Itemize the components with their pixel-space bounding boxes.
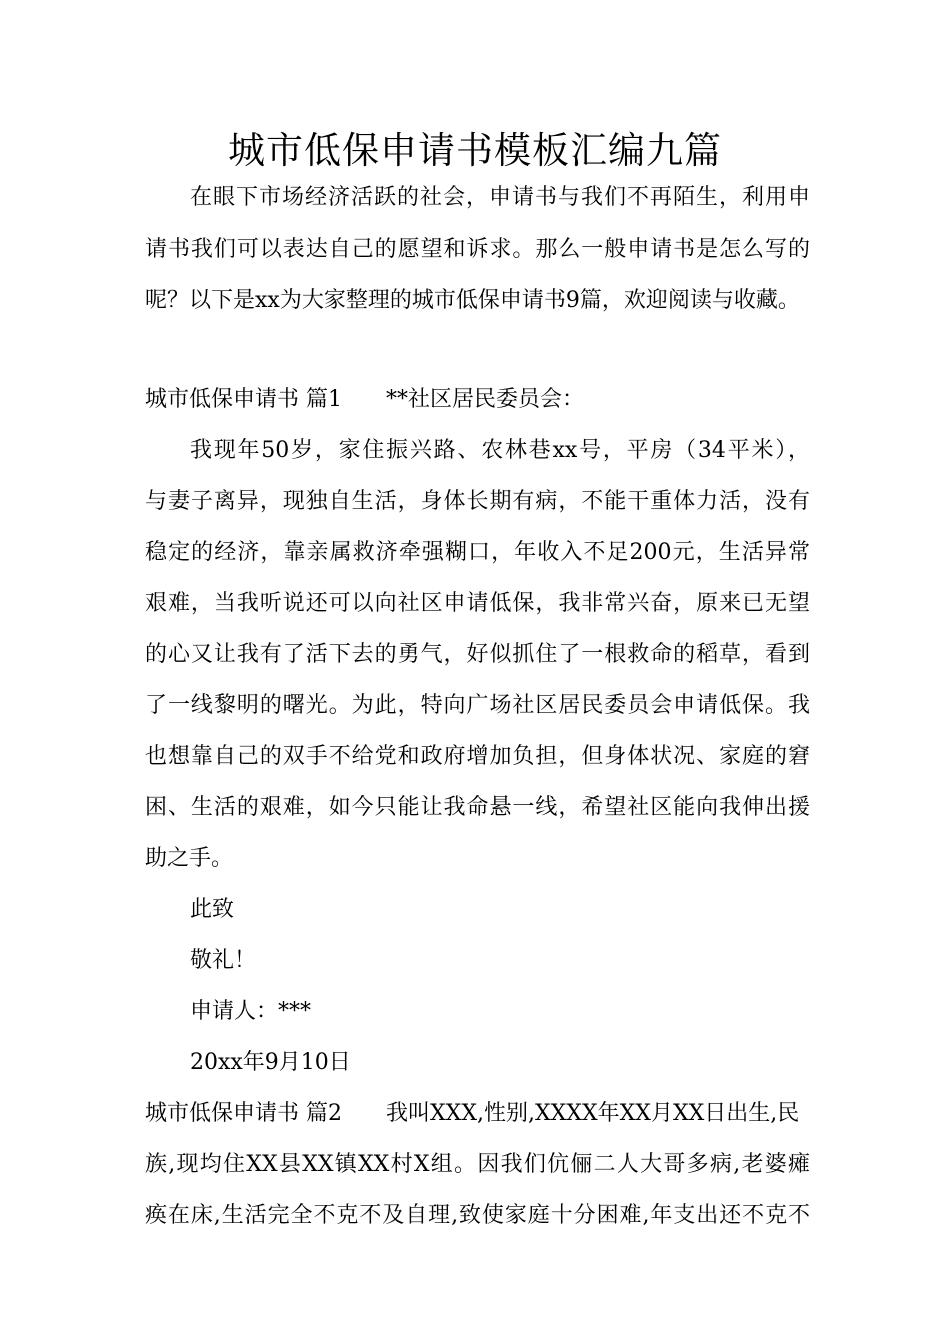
- body-line: 痪在床,生活完全不克不及自理,致使家庭十分困难,年支出还不克不: [145, 1203, 810, 1228]
- body-line: 族,现均住XX县XX镇XX村X组。因我们伉俪二人大哥多病,老婆瘫: [145, 1152, 810, 1177]
- body-line: 稳定的经济，靠亲属救济牵强糊口，年收入不足200元，生活异常: [145, 540, 810, 565]
- body-line: 我叫XXX,性别,XXXX年XX月XX日出生,民: [386, 1101, 800, 1126]
- section-heading-row: [145, 385, 810, 415]
- section-heading: 城市低保申请书 篇2: [145, 1101, 342, 1126]
- body-line: 也想靠自己的双手不给党和政府增加负担，但身体状况、家庭的窘: [145, 744, 810, 769]
- intro-line: 在眼下市场经济活跃的社会，申请书与我们不再陌生，利用申: [190, 185, 810, 210]
- body-line: 助之手。: [145, 846, 234, 871]
- salutation: **社区居民委员会：: [386, 387, 585, 412]
- document-title: 城市低保申请书模板汇编九篇: [228, 129, 722, 172]
- body-line: 困、生活的艰难，如今只能让我命悬一线，希望社区能向我伸出援: [145, 795, 810, 820]
- section-heading-row: [145, 1099, 810, 1129]
- applicant-line: 申请人：***: [190, 999, 312, 1024]
- body-line: 与妻子离异，现独自生活，身体长期有病，不能干重体力活，没有: [145, 489, 810, 514]
- date-line: 20xx年9月10日: [190, 1050, 351, 1075]
- section-heading: 城市低保申请书 篇1: [145, 387, 342, 412]
- intro-line: 请书我们可以表达自己的愿望和诉求。那么一般申请书是怎么写的: [145, 237, 810, 262]
- body-line: 艰难，当我听说还可以向社区申请低保，我非常兴奋，原来已无望: [145, 591, 810, 616]
- body-line: 的心又让我有了活下去的勇气，好似抓住了一根救命的稻草，看到: [145, 642, 810, 667]
- body-line: 了一线黎明的曙光。为此，特向广场社区居民委员会申请低保。我: [145, 693, 810, 718]
- body-line: 我现年50岁，家住振兴路、农林巷xx号，平房（34平米），: [190, 438, 810, 463]
- closing-line: 敬礼！: [190, 948, 257, 973]
- intro-line: 呢？以下是xx为大家整理的城市低保申请书9篇，欢迎阅读与收藏。: [145, 288, 800, 313]
- closing-line: 此致: [190, 897, 235, 922]
